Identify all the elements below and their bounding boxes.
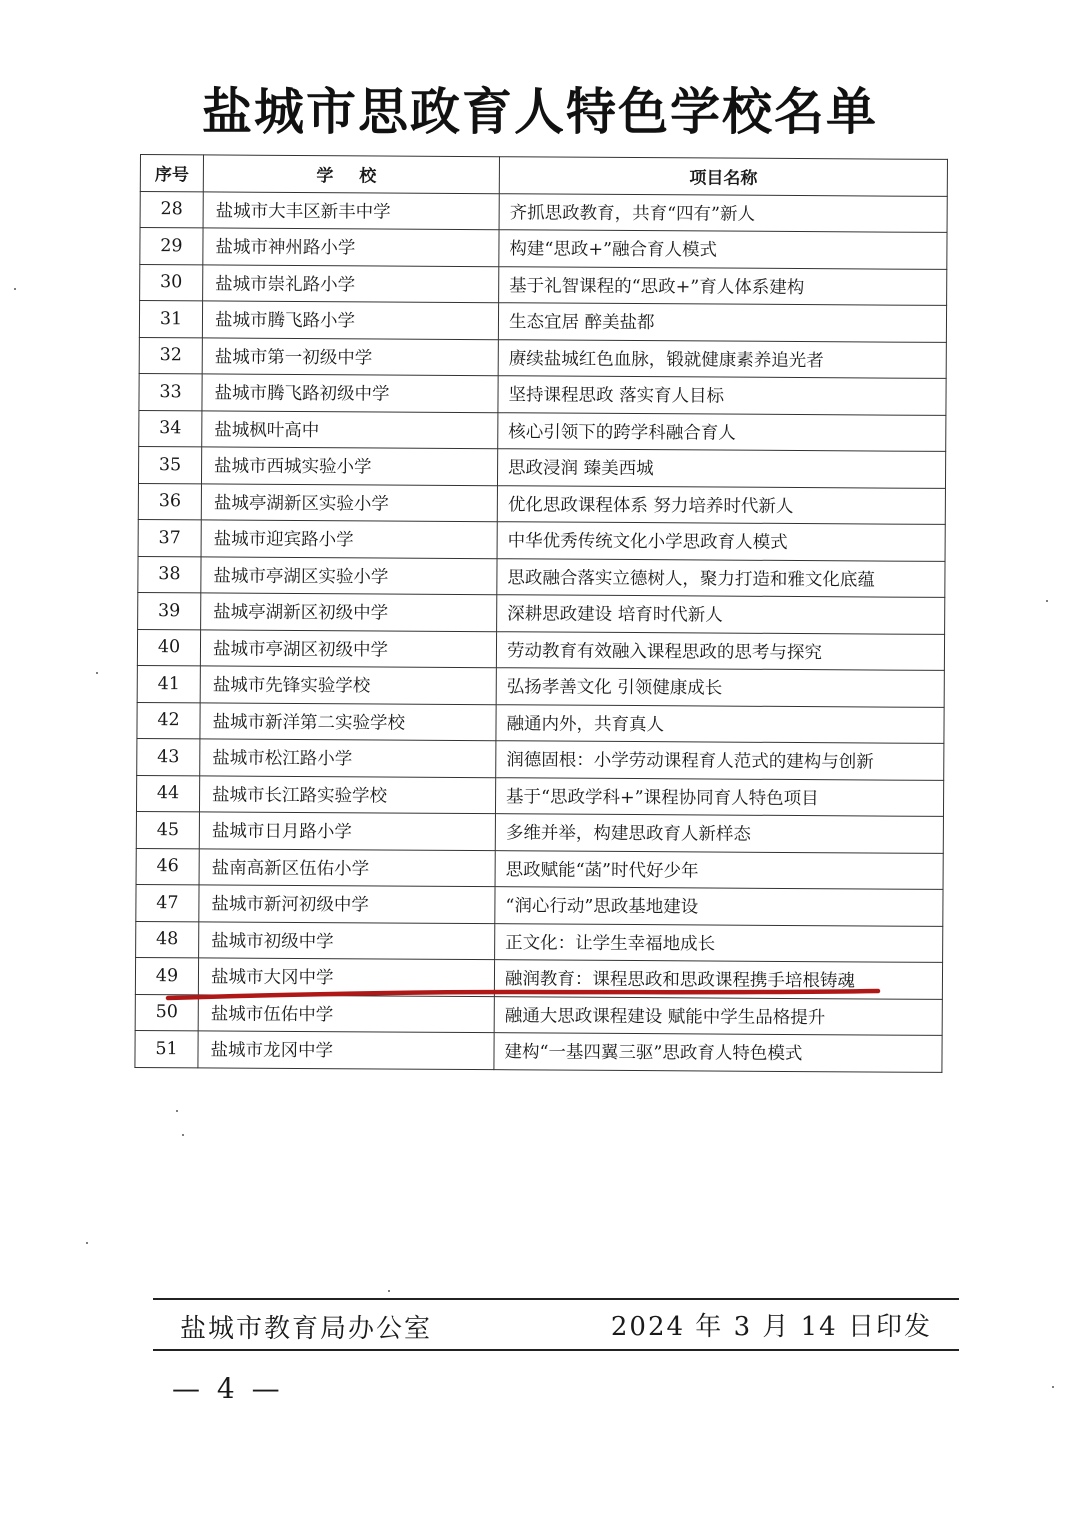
table-row xyxy=(140,228,947,269)
row-number: 31 xyxy=(139,301,202,338)
school-name: 盐城市神州路小学 xyxy=(203,228,499,266)
table-header-row xyxy=(140,155,947,196)
school-name: 盐城市大冈中学 xyxy=(198,958,494,996)
table-row xyxy=(138,556,945,597)
row-number: 28 xyxy=(140,191,203,228)
row-number: 38 xyxy=(138,556,201,593)
school-name: 盐城市大丰区新丰中学 xyxy=(203,191,499,229)
project-name: 构建“思政+”融合育人模式 xyxy=(499,230,947,269)
row-number: 47 xyxy=(136,884,199,921)
project-name: “润心行动”思政基地建设 xyxy=(495,887,943,926)
project-name: 正文化：让学生幸福地成长 xyxy=(495,923,943,962)
project-name: 中华优秀传统文化小学思政育人模式 xyxy=(497,522,945,561)
school-name: 盐城市伍佑中学 xyxy=(198,994,494,1032)
school-name: 盐城市亭湖区初级中学 xyxy=(200,629,496,667)
scan-speck xyxy=(1046,600,1048,602)
table-row xyxy=(138,519,945,560)
project-name: 融通内外，共育真人 xyxy=(496,704,944,743)
table-row xyxy=(138,483,945,524)
table-row xyxy=(137,702,944,743)
school-name: 盐城市亭湖区实验小学 xyxy=(201,556,497,594)
issue-date: 2024 年 3 月 14 日印发 xyxy=(610,1312,932,1342)
row-number: 41 xyxy=(137,665,200,702)
school-name: 盐南高新区伍佑小学 xyxy=(199,848,495,886)
row-number: 46 xyxy=(136,848,199,885)
issuer: 盐城市教育局办公室 xyxy=(180,1314,433,1344)
footer-bottom-rule xyxy=(153,1349,959,1351)
table-row xyxy=(135,957,942,998)
row-number: 32 xyxy=(139,337,202,374)
table-row xyxy=(140,191,947,232)
project-name: 生态宜居 醉美盐都 xyxy=(498,303,946,342)
project-name: 润德固根：小学劳动课程育人范式的建构与创新 xyxy=(496,741,944,780)
table-row xyxy=(140,264,947,305)
school-name: 盐城市腾飞路初级中学 xyxy=(202,374,498,412)
document-title: 盐城市思政育人特色学校名单 xyxy=(202,83,878,141)
school-name: 盐城市松江路小学 xyxy=(200,739,496,777)
row-number: 37 xyxy=(138,519,201,556)
school-name: 盐城市初级中学 xyxy=(199,921,495,959)
project-name: 基于礼智课程的“思政+”育人体系建构 xyxy=(499,266,947,305)
scan-speck xyxy=(86,1242,88,1244)
row-number: 30 xyxy=(140,264,203,301)
table-row xyxy=(136,848,943,889)
school-name: 盐城市新河初级中学 xyxy=(199,885,495,923)
project-name: 深耕思政建设 培育时代新人 xyxy=(497,595,945,634)
project-name: 弘扬孝善文化 引领健康成长 xyxy=(496,668,944,707)
row-number: 48 xyxy=(136,921,199,958)
header-no: 序号 xyxy=(140,155,203,192)
project-name: 建构“一基四翼三驱”思政育人特色模式 xyxy=(494,1033,942,1072)
table-row xyxy=(135,994,942,1035)
project-name: 基于“思政学科+”课程协同育人特色项目 xyxy=(495,777,943,816)
row-number: 33 xyxy=(139,373,202,410)
row-number: 50 xyxy=(135,994,198,1031)
school-name: 盐城市迎宾路小学 xyxy=(201,520,497,558)
scan-speck xyxy=(176,1110,178,1112)
table-row xyxy=(139,410,946,451)
project-name: 坚持课程思政 落实育人目标 xyxy=(498,376,946,415)
school-name: 盐城市第一初级中学 xyxy=(202,337,498,375)
project-name: 优化思政课程体系 努力培养时代新人 xyxy=(497,485,945,524)
header-school: 学 校 xyxy=(203,155,499,193)
table-row xyxy=(136,921,943,962)
row-number: 42 xyxy=(137,702,200,739)
scan-speck xyxy=(14,288,16,290)
row-number: 51 xyxy=(135,1030,198,1067)
table-row xyxy=(136,811,943,852)
table-row xyxy=(137,629,944,670)
table-row xyxy=(135,1030,942,1071)
row-number: 43 xyxy=(137,738,200,775)
row-number: 39 xyxy=(138,592,201,629)
table-row xyxy=(138,446,945,487)
project-name: 思政融合落实立德树人，聚力打造和雅文化底蕴 xyxy=(497,558,945,597)
table-row xyxy=(139,373,946,414)
footer-top-rule xyxy=(153,1298,959,1300)
project-name: 赓续盐城红色血脉，锻就健康素养追光者 xyxy=(498,339,946,378)
table-row xyxy=(137,665,944,706)
row-number: 34 xyxy=(139,410,202,447)
row-number: 45 xyxy=(136,811,199,848)
school-name: 盐城市长江路实验学校 xyxy=(199,775,495,813)
project-name: 融通大思政课程建设 赋能中学生品格提升 xyxy=(494,996,942,1035)
table-row xyxy=(136,884,943,925)
school-name: 盐城市西城实验小学 xyxy=(201,447,497,485)
table-row xyxy=(136,775,943,816)
school-name: 盐城市新洋第二实验学校 xyxy=(200,702,496,740)
table-row xyxy=(139,301,946,342)
row-number: 29 xyxy=(140,228,203,265)
page-number: — 4 — xyxy=(172,1372,284,1405)
row-number: 49 xyxy=(135,957,198,994)
school-name: 盐城市先锋实验学校 xyxy=(200,666,496,704)
table-row xyxy=(139,337,946,378)
school-name: 盐城市崇礼路小学 xyxy=(203,264,499,302)
table-body xyxy=(135,191,947,1072)
project-name: 多维并举，构建思政育人新样态 xyxy=(495,814,943,853)
scan-speck xyxy=(182,1134,184,1136)
school-name: 盐城市日月路小学 xyxy=(199,812,495,850)
project-name: 思政浸润 臻美西城 xyxy=(497,449,945,488)
table-row xyxy=(137,738,944,779)
school-name: 盐城市龙冈中学 xyxy=(198,1031,494,1069)
row-number: 35 xyxy=(138,446,201,483)
project-name: 核心引领下的跨学科融合育人 xyxy=(498,412,946,451)
school-name: 盐城亭湖新区初级中学 xyxy=(201,593,497,631)
project-name: 齐抓思政教育，共育“四有”新人 xyxy=(499,193,947,232)
row-number: 44 xyxy=(136,775,199,812)
school-list-table xyxy=(134,154,948,1072)
project-name: 思政赋能“菡”时代好少年 xyxy=(495,850,943,889)
header-project: 项目名称 xyxy=(499,157,947,196)
school-name: 盐城枫叶高中 xyxy=(202,410,498,448)
scan-speck xyxy=(1052,1386,1054,1388)
row-number: 40 xyxy=(137,629,200,666)
table-row xyxy=(138,592,945,633)
scan-speck xyxy=(96,672,98,674)
project-name: 劳动教育有效融入课程思政的思考与探究 xyxy=(496,631,944,670)
scan-speck xyxy=(388,1290,390,1292)
school-name: 盐城亭湖新区实验小学 xyxy=(201,483,497,521)
row-number: 36 xyxy=(138,483,201,520)
project-name: 融润教育：课程思政和思政课程携手培根铸魂 xyxy=(494,960,942,999)
school-name: 盐城市腾飞路小学 xyxy=(202,301,498,339)
